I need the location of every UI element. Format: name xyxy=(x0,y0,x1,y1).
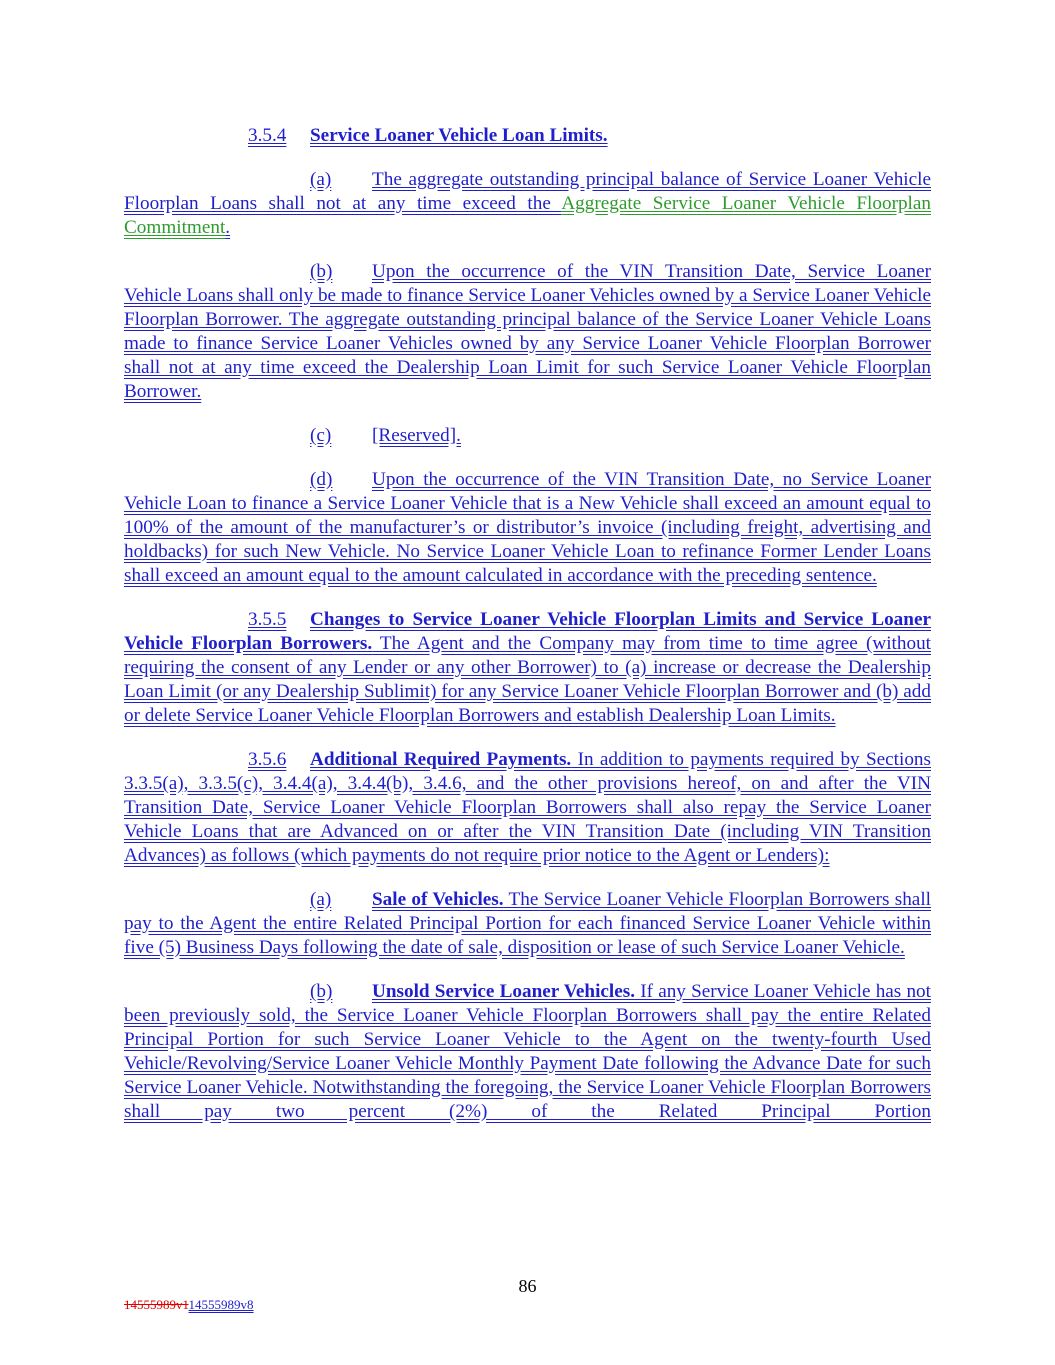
current-doc-id: 14555989v8 xyxy=(188,1297,254,1312)
clause-label: (d) xyxy=(310,469,333,490)
section-text: In addition to payments required by Sections 3.3.5(a), 3.3.5(c), 3.4.4(a), 3.4.4(b), 3.4.6, and the other provisions hereof, on and after the VIN Transition Date, Service Loaner Vehicle Floorplan Borrowers shall also repay the Service Loaner Vehicle Loans that are Advanced on or after the VIN Transition Date (including VIN Transition Advances) as follows (which payments do not require prior notice to the Agent or Lenders): xyxy=(124,749,931,866)
section-3-5-6-b xyxy=(124,980,931,1124)
clause-label: (a) xyxy=(310,889,332,910)
section-3-5-4-a xyxy=(124,168,931,240)
deleted-doc-id: 14555989v1 xyxy=(124,1297,189,1312)
section-title: Service Loaner Vehicle Loan Limits. xyxy=(310,125,608,146)
clause-end: . xyxy=(225,217,231,238)
section-number: 3.5.6 xyxy=(248,749,287,770)
clause-text: The Service Loaner Vehicle Floorplan Borrowers shall pay to the Agent the entire Related Principal Portion for each financed Service Loaner Vehicle within five (5) Business Days following the date of sale, disposition or lease of such Service Loaner Vehicle. xyxy=(124,889,931,958)
section-number: 3.5.4 xyxy=(248,125,287,146)
clause-label: (b) xyxy=(310,981,333,1002)
document-id xyxy=(124,1297,254,1313)
section-3-5-4-b xyxy=(124,260,931,404)
clause-text: If any Service Loaner Vehicle has not been previously sold, the Service Loaner Vehicle Floorplan Borrowers shall pay the entire Related Principal Portion for such Service Loaner Vehicle to the Agent on the twenty-fourth Used Vehicle/Revolving/Service Loaner Vehicle Monthly Payment Date following the Advance Date for such Service Loaner Vehicle. Notwithstanding the foregoing, the Service Loaner Vehicle Floorplan Borrowers shall pay two percent (2%) of the Related Principal Portion xyxy=(124,981,931,1122)
clause-text: Upon the occurrence of the VIN Transition Date, no Service Loaner Vehicle Loan to finance a Service Loaner Vehicle that is a New Vehicle shall exceed an amount equal to 100% of the amount of the manufacturer’s or distributor’s invoice (including freight, advertising and holdbacks) for such New Vehicle. No Service Loaner Vehicle Loan to refinance Former Lender Loans shall exceed an amount equal to the amount calculated in accordance with the preceding sentence. xyxy=(124,469,931,586)
section-title: Additional Required Payments. xyxy=(310,749,572,770)
clause-label: (c) xyxy=(310,425,332,446)
section-3-5-5 xyxy=(124,608,931,728)
section-3-5-6 xyxy=(124,748,931,868)
section-text: The Agent and the Company may from time to time agree (without requiring the consent of any Lender or any other Borrower) to (a) increase or decrease the Dealership Loan Limit (or any Dealership Sublimit) for any Service Loaner Vehicle Floorplan Borrower and (b) add or delete Service Loaner Vehicle Floorplan Borrowers and establish Dealership Loan Limits. xyxy=(124,633,931,726)
clause-label: (b) xyxy=(310,261,333,282)
clause-text: The aggregate outstanding principal balance of Service Loaner Vehicle Floorplan Loans shall not at any time exceed the xyxy=(124,169,931,214)
moved-text: Aggregate Service Loaner Vehicle Floorplan Commitment xyxy=(124,193,931,238)
clause-text: [Reserved]. xyxy=(372,425,461,446)
section-3-5-4-d xyxy=(124,468,931,588)
section-3-5-6-a xyxy=(124,888,931,960)
section-title: Changes to Service Loaner Vehicle Floorplan Limits and Service Loaner Vehicle Floorplan Borrowers. xyxy=(124,609,931,654)
clause-label: (a) xyxy=(310,169,332,190)
clause-title: Sale of Vehicles. xyxy=(372,889,504,910)
section-3-5-4-heading xyxy=(124,124,931,148)
page-number: 86 xyxy=(518,1276,537,1296)
section-3-5-4-c xyxy=(124,424,931,448)
clause-title: Unsold Service Loaner Vehicles. xyxy=(372,981,636,1002)
clause-text: Upon the occurrence of the VIN Transition Date, Service Loaner Vehicle Loans shall only be made to finance Service Loaner Vehicles owned by a Service Loaner Vehicle Floorplan Borrower. The aggregate outstanding principal balance of the Service Loaner Vehicle Loans made to finance Service Loaner Vehicles owned by any Service Loaner Vehicle Floorplan Borrower shall not at any time exceed the Dealership Loan Limit for such Service Loaner Vehicle Floorplan Borrower. xyxy=(124,261,931,402)
document-page xyxy=(124,124,931,1144)
section-number: 3.5.5 xyxy=(248,609,287,630)
